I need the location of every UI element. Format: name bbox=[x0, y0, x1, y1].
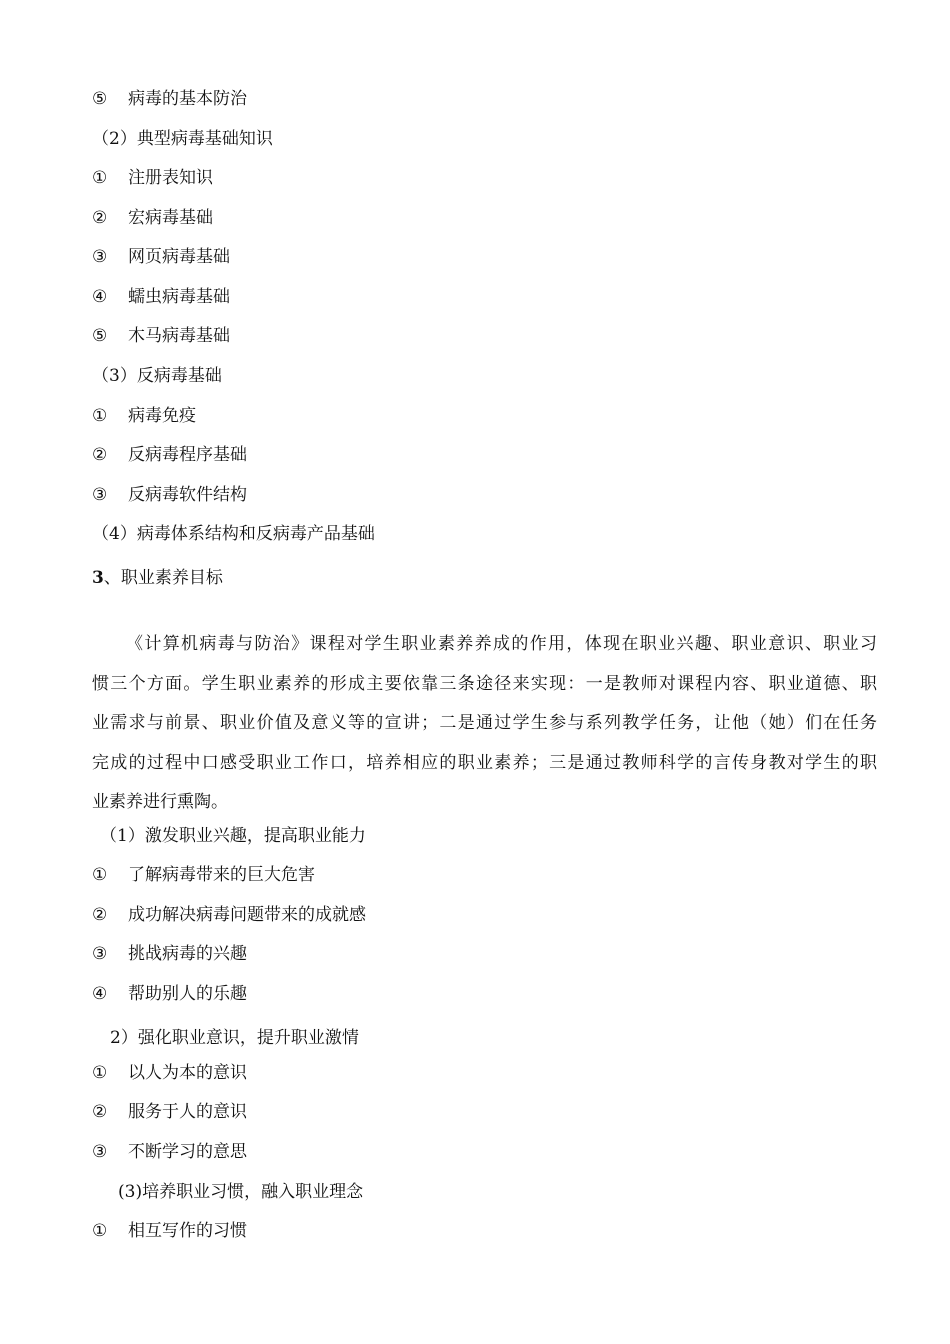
list-text: 服务于人的意识 bbox=[128, 1102, 247, 1122]
list-number: ⑤ bbox=[92, 326, 108, 346]
list-item bbox=[92, 207, 213, 229]
list-item bbox=[92, 983, 247, 1005]
paragraph-line: 业需求与前景、职业价值及意义等的宣讲；二是通过学生参与系列教学任务，让他（她）们在任务 bbox=[92, 713, 877, 734]
list-number: ④ bbox=[92, 287, 108, 307]
list-item bbox=[92, 444, 247, 466]
list-number: ① bbox=[92, 168, 108, 188]
list-item bbox=[92, 904, 366, 926]
list-item bbox=[92, 943, 247, 965]
list-item bbox=[92, 1062, 247, 1084]
list-text: 病毒的基本防治 bbox=[128, 89, 247, 109]
list-item bbox=[92, 864, 315, 886]
paragraph-line: 《计算机病毒与防治》课程对学生职业素养养成的作用，体现在职业兴趣、职业意识、职业习 bbox=[126, 634, 877, 654]
list-number: ③ bbox=[92, 247, 108, 267]
list-item bbox=[92, 1141, 247, 1163]
list-number: ① bbox=[92, 406, 108, 426]
list-item bbox=[92, 167, 213, 189]
list-number: ④ bbox=[92, 984, 108, 1004]
list-number: ② bbox=[92, 445, 108, 465]
list-item bbox=[92, 405, 196, 427]
paragraph-line: 完成的过程中口感受职业工作口，培养相应的职业素养；三是通过教师科学的言传身教对学生的职 bbox=[92, 752, 877, 773]
list-item bbox=[92, 1101, 247, 1123]
subheading: （3）反病毒基础 bbox=[92, 366, 222, 386]
list-number: ① bbox=[92, 1221, 108, 1241]
list-number: ③ bbox=[92, 944, 108, 964]
list-number: ③ bbox=[92, 1142, 108, 1162]
list-number: ③ bbox=[92, 485, 108, 505]
section-number: 3 bbox=[92, 568, 104, 588]
list-text: 网页病毒基础 bbox=[128, 247, 230, 267]
list-item bbox=[92, 1220, 247, 1242]
subheading: （4）病毒体系结构和反病毒产品基础 bbox=[92, 524, 375, 544]
list-item bbox=[92, 246, 230, 268]
list-number: ② bbox=[92, 905, 108, 925]
list-item bbox=[92, 286, 230, 308]
list-number: ① bbox=[92, 1063, 108, 1083]
list-text: 了解病毒带来的巨大危害 bbox=[128, 865, 315, 885]
section-title: 、职业素养目标 bbox=[103, 568, 223, 588]
list-item bbox=[92, 325, 230, 347]
list-text: 注册表知识 bbox=[128, 168, 213, 188]
list-text: 病毒免疫 bbox=[128, 406, 196, 426]
subheading: 2）强化职业意识，提升职业激情 bbox=[110, 1028, 359, 1048]
list-number: ② bbox=[92, 1102, 108, 1122]
list-number: ② bbox=[92, 208, 108, 228]
list-item bbox=[92, 484, 247, 506]
list-text: 成功解决病毒问题带来的成就感 bbox=[128, 905, 366, 925]
section-heading bbox=[92, 567, 223, 589]
list-number: ⑤ bbox=[92, 89, 108, 109]
list-text: 以人为本的意识 bbox=[128, 1063, 247, 1083]
list-text: 蠕虫病毒基础 bbox=[128, 287, 230, 307]
subheading: (3)培养职业习惯，融入职业理念 bbox=[118, 1182, 364, 1202]
list-text: 相互写作的习惯 bbox=[128, 1221, 247, 1241]
list-number: ① bbox=[92, 865, 108, 885]
list-text: 不断学习的意思 bbox=[128, 1142, 247, 1162]
list-text: 挑战病毒的兴趣 bbox=[128, 944, 247, 964]
body-paragraph bbox=[92, 625, 877, 823]
subheading: （1）激发职业兴趣，提高职业能力 bbox=[100, 826, 366, 846]
list-item bbox=[92, 88, 247, 110]
paragraph-line: 业素养进行熏陶。 bbox=[92, 792, 228, 813]
list-text: 宏病毒基础 bbox=[128, 208, 213, 228]
list-text: 帮助别人的乐趣 bbox=[128, 984, 247, 1004]
list-text: 反病毒程序基础 bbox=[128, 445, 247, 465]
list-text: 反病毒软件结构 bbox=[128, 485, 247, 505]
subheading: （2）典型病毒基础知识 bbox=[92, 129, 273, 149]
paragraph-line: 惯三个方面。学生职业素养的形成主要依靠三条途径来实现：一是教师对课程内容、职业道德、职 bbox=[92, 673, 877, 694]
list-text: 木马病毒基础 bbox=[128, 326, 230, 346]
